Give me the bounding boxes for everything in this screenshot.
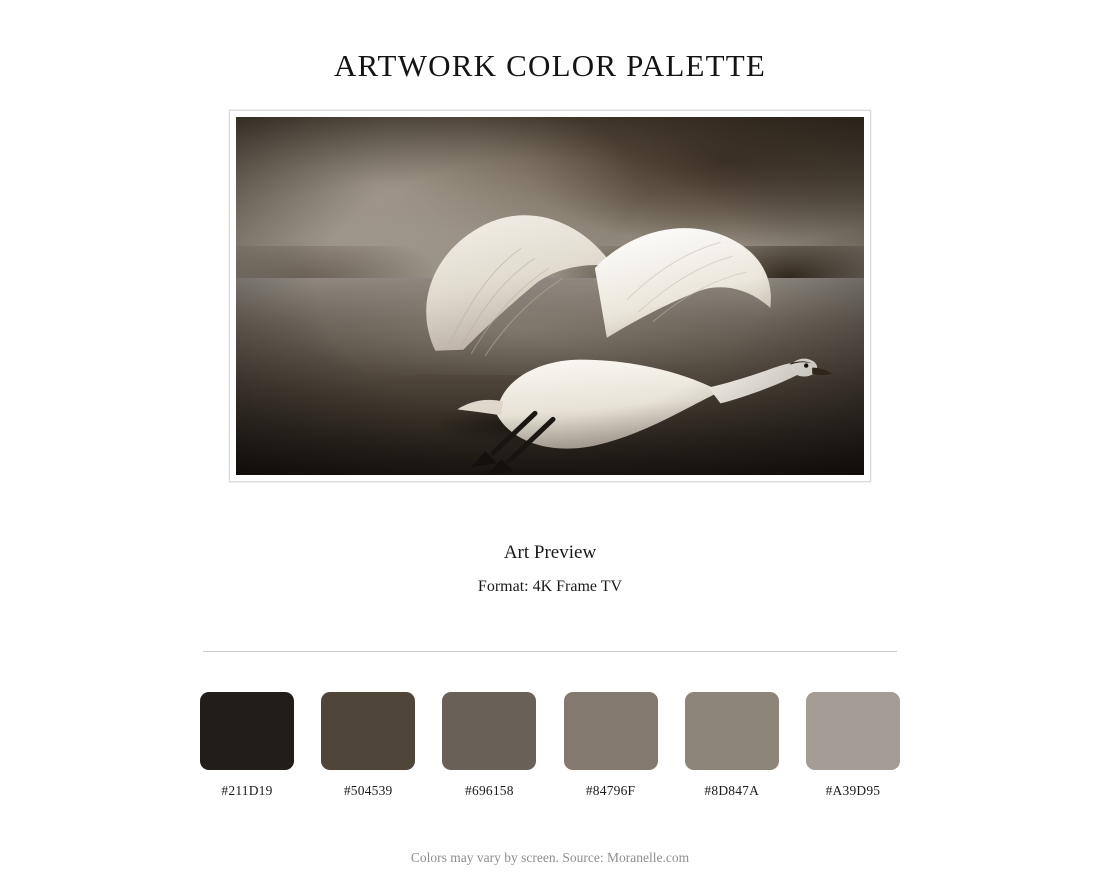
color-hex-label: #84796F <box>585 783 636 798</box>
color-chip <box>806 692 900 770</box>
color-hex-label: #8D847A <box>704 783 760 798</box>
color-hex-label: #A39D95 <box>825 783 881 798</box>
footer-note: Colors may vary by screen. Source: Moranelle.com <box>410 850 690 865</box>
color-swatch[interactable] <box>442 692 536 799</box>
artwork-format: Format: 4K Frame TV <box>477 578 623 595</box>
color-hex-label: #504539 <box>343 783 393 798</box>
artwork-frame <box>229 110 871 482</box>
color-chip <box>564 692 658 770</box>
palette-swatch-row <box>200 692 900 799</box>
color-swatch[interactable] <box>806 692 900 799</box>
color-chip <box>685 692 779 770</box>
color-hex-label: #211D19 <box>221 783 273 798</box>
artwork-vignette <box>236 117 864 475</box>
color-swatch[interactable] <box>200 692 294 799</box>
artwork-caption: Art Preview <box>503 542 597 563</box>
page-title: ARTWORK COLOR PALETTE <box>333 48 767 83</box>
color-hex-label: #696158 <box>465 783 514 798</box>
color-chip <box>442 692 536 770</box>
color-swatch[interactable] <box>321 692 415 799</box>
color-chip <box>321 692 415 770</box>
color-chip <box>200 692 294 770</box>
section-divider <box>203 651 897 652</box>
color-swatch[interactable] <box>564 692 658 799</box>
color-swatch[interactable] <box>685 692 779 799</box>
artwork-image <box>236 117 864 475</box>
